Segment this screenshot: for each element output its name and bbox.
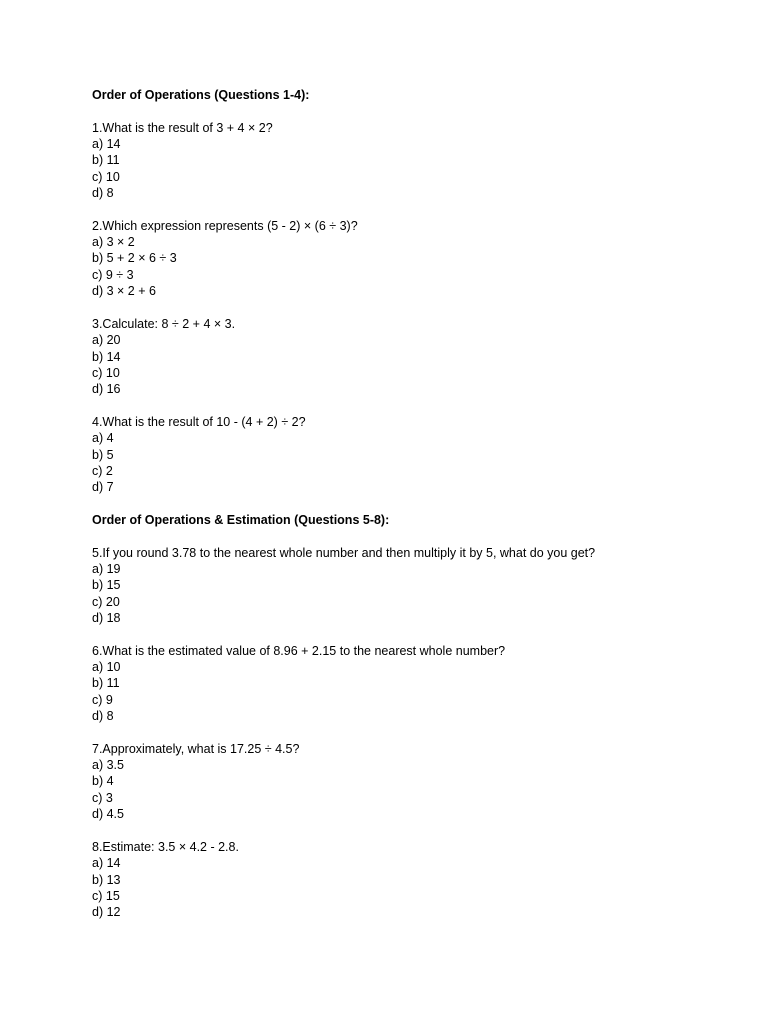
answer-option: c) 10	[92, 169, 120, 184]
question-prompt: 5.If you round 3.78 to the nearest whole number and then multiply it by 5, what do you get?	[92, 545, 596, 560]
answer-option: a) 20	[92, 333, 121, 348]
answer-option: b) 5	[92, 447, 114, 462]
answer-option: d) 3 × 2 + 6	[92, 284, 156, 299]
answer-option: a) 10	[92, 660, 121, 675]
answer-option: c) 15	[92, 888, 120, 903]
answer-option: c) 9	[92, 692, 113, 707]
answer-option: c) 9 ÷ 3	[92, 267, 134, 282]
spacer	[92, 103, 732, 119]
answer-option: d) 8	[92, 186, 114, 201]
question-prompt: 2.Which expression represents (5 - 2) × (6 ÷ 3)?	[92, 218, 358, 233]
answer-option: b) 13	[92, 872, 121, 887]
question-prompt: 4.What is the result of 10 - (4 + 2) ÷ 2?	[92, 414, 306, 429]
question-prompt: 3.Calculate: 8 ÷ 2 + 4 × 3.	[92, 316, 236, 331]
answer-option: d) 7	[92, 480, 114, 495]
spacer	[92, 528, 732, 544]
document-page	[92, 87, 732, 921]
answer-option: b) 5 + 2 × 6 ÷ 3	[92, 251, 177, 266]
answer-option: b) 4	[92, 774, 114, 789]
answer-option: d) 8	[92, 709, 114, 724]
section-heading: Order of Operations & Estimation (Questions 5-8):	[92, 512, 390, 527]
answer-option: a) 14	[92, 137, 121, 152]
question-block	[92, 414, 732, 496]
question-block	[92, 545, 732, 627]
question-block	[92, 643, 732, 725]
question-block	[92, 316, 732, 398]
question-block	[92, 120, 732, 202]
question-prompt: 6.What is the estimated value of 8.96 + 2.15 to the nearest whole number?	[92, 643, 506, 658]
answer-option: b) 14	[92, 349, 121, 364]
spacer	[92, 626, 732, 642]
answer-option: d) 18	[92, 611, 121, 625]
spacer	[92, 299, 732, 315]
answer-option: a) 3 × 2	[92, 235, 135, 250]
answer-option: d) 12	[92, 905, 121, 920]
answer-option: a) 3.5	[92, 758, 124, 773]
answer-option: b) 15	[92, 578, 121, 593]
answer-option: c) 3	[92, 790, 113, 805]
question-block	[92, 741, 732, 823]
question-prompt: 7.Approximately, what is 17.25 ÷ 4.5?	[92, 741, 300, 756]
answer-option: a) 14	[92, 856, 121, 871]
spacer	[92, 496, 732, 512]
answer-option: a) 4	[92, 431, 114, 446]
question-block	[92, 218, 732, 300]
answer-option: b) 11	[92, 153, 120, 168]
answer-option: d) 16	[92, 382, 121, 397]
question-prompt: 1.What is the result of 3 + 4 × 2?	[92, 120, 273, 135]
spacer	[92, 398, 732, 414]
spacer	[92, 822, 732, 838]
section-heading: Order of Operations (Questions 1-4):	[92, 88, 310, 102]
question-prompt: 8.Estimate: 3.5 × 4.2 - 2.8.	[92, 839, 239, 854]
spacer	[92, 724, 732, 740]
spacer	[92, 201, 732, 217]
answer-option: a) 19	[92, 561, 121, 576]
answer-option: c) 20	[92, 594, 120, 609]
answer-option: b) 11	[92, 676, 120, 691]
answer-option: d) 4.5	[92, 807, 124, 822]
question-block	[92, 839, 732, 921]
answer-option: c) 2	[92, 463, 113, 478]
answer-option: c) 10	[92, 365, 120, 380]
